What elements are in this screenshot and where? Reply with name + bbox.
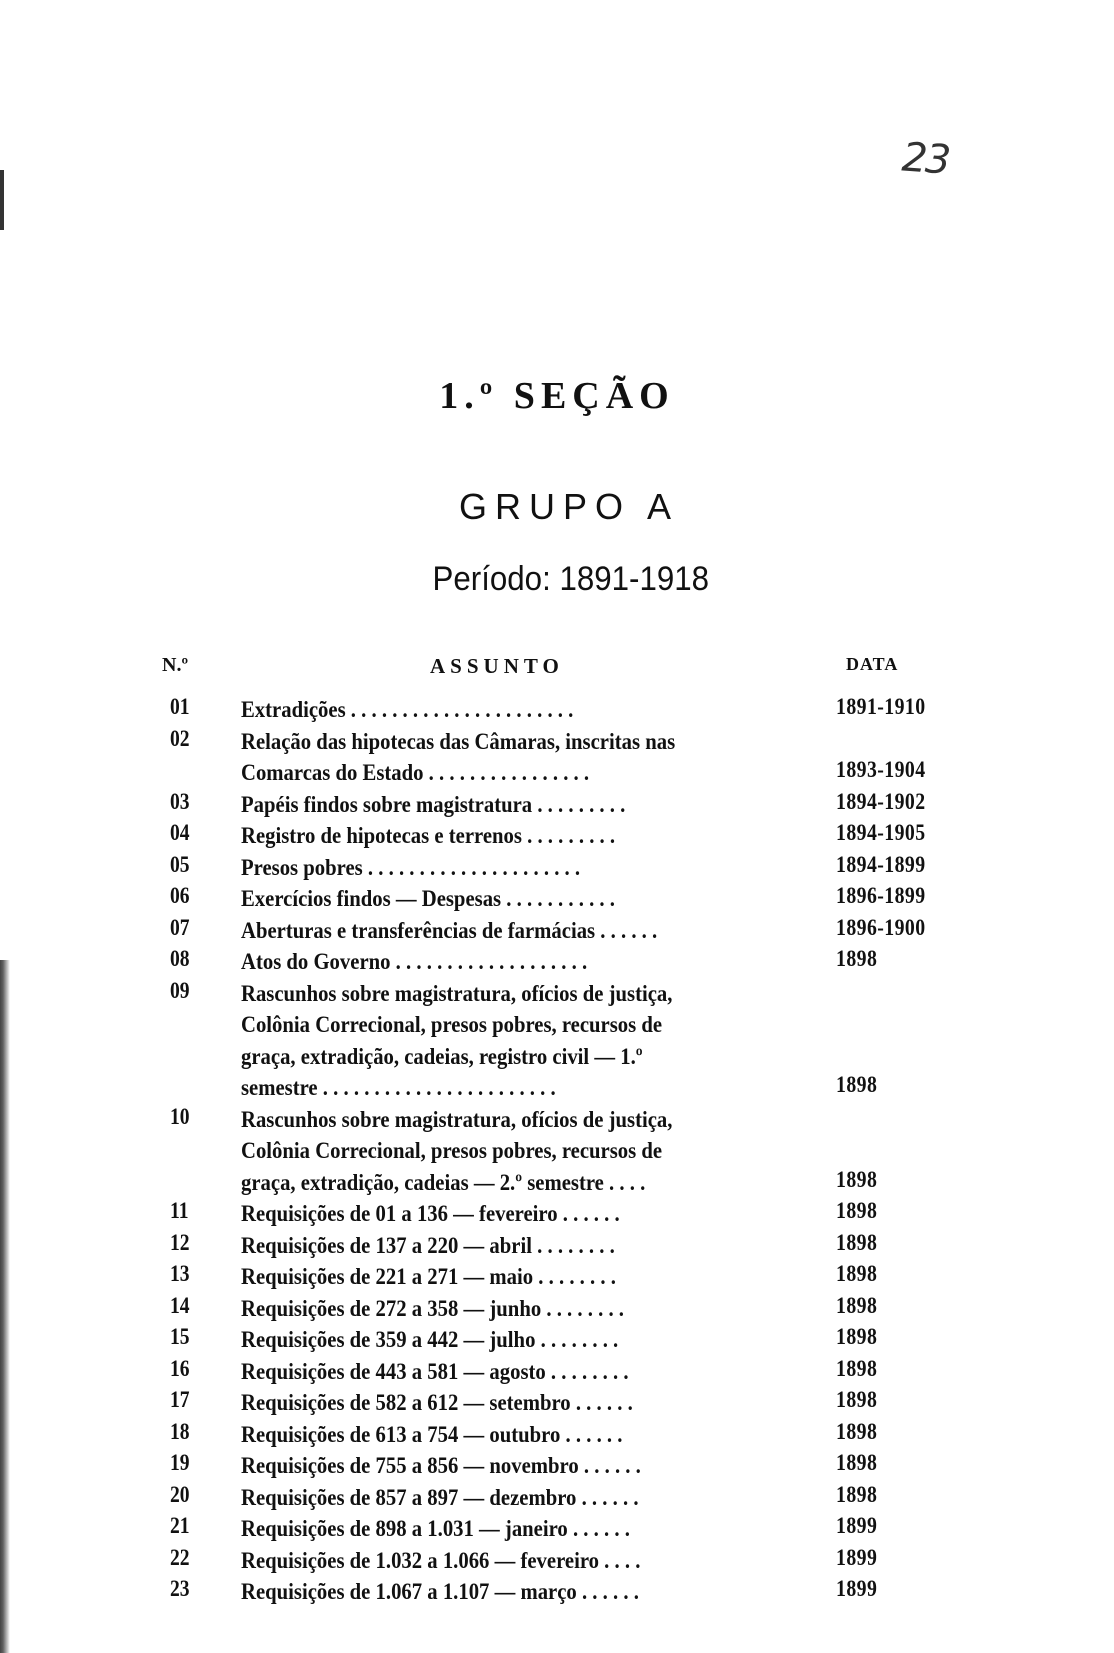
row-date: 1894-1899 xyxy=(836,851,926,877)
row-subject xyxy=(241,1261,745,1293)
row-subject xyxy=(241,1104,745,1199)
row-date: 1898 xyxy=(836,1355,878,1381)
row-number: 02 xyxy=(170,725,190,751)
row-subject-line: Rascunhos sobre magistratura, ofícios de justiça, xyxy=(241,980,673,1006)
row-number: 04 xyxy=(170,820,190,845)
row-number: 19 xyxy=(170,1450,190,1475)
row-number: 12 xyxy=(170,1229,190,1255)
row-date: 1896-1899 xyxy=(836,883,926,908)
row-subject-line: Requisições de 01 a 136 — fevereiro . . . . . . xyxy=(241,1201,620,1226)
page-edge-shadow xyxy=(0,960,10,1653)
row-date: 1898 xyxy=(836,1198,878,1223)
row-date: 1898 xyxy=(836,1481,878,1507)
row-number: 08 xyxy=(170,946,190,971)
row-subject xyxy=(241,883,745,915)
row-subject xyxy=(241,1513,745,1545)
row-subject xyxy=(241,820,745,852)
row-date: 1898 xyxy=(836,1324,878,1349)
row-date: 1898 xyxy=(836,1418,878,1444)
row-subject-line: Requisições de 755 a 856 — novembro . . . . . . xyxy=(241,1453,641,1478)
row-subject-line: Requisições de 359 a 442 — julho . . . . . . . . xyxy=(241,1327,619,1352)
row-number: 03 xyxy=(170,788,190,814)
row-subject-line: Requisições de 898 a 1.031 — janeiro . . . . . . xyxy=(241,1516,630,1541)
row-subject-line: Exercícios findos — Despesas . . . . . . . . . . . xyxy=(241,886,615,911)
row-date: 1898 xyxy=(836,946,878,971)
row-date: 1898 xyxy=(836,1450,878,1475)
row-number: 01 xyxy=(170,694,190,719)
row-subject-line: Colônia Correcional, presos pobres, recursos de xyxy=(241,1138,663,1163)
page-number: 23 xyxy=(900,134,951,184)
row-subject xyxy=(241,1356,745,1388)
row-subject-line: Extradições . . . . . . . . . . . . . . . . . . . . . . xyxy=(241,697,574,722)
row-number: 16 xyxy=(170,1355,190,1381)
row-subject xyxy=(241,1419,745,1451)
row-number: 06 xyxy=(170,883,190,908)
row-subject-line: Requisições de 857 a 897 — dezembro . . . . . . xyxy=(241,1484,639,1510)
row-subject-line: Presos pobres . . . . . . . . . . . . . . . . . . . . . xyxy=(241,854,581,880)
section-title: 1.º SEÇÃO xyxy=(439,375,675,417)
page-edge-shadow-top xyxy=(0,170,4,230)
row-subject xyxy=(241,852,745,884)
row-subject xyxy=(241,1198,745,1230)
row-subject xyxy=(241,1230,745,1262)
row-subject-line: Requisições de 137 a 220 — abril . . . . . . . . xyxy=(241,1232,615,1258)
row-number: 21 xyxy=(170,1513,190,1538)
row-subject-line: Papéis findos sobre magistratura . . . . . . . . . xyxy=(241,791,626,817)
row-number: 15 xyxy=(170,1324,190,1349)
row-date: 1898 xyxy=(836,1387,878,1412)
row-number: 18 xyxy=(170,1418,190,1444)
row-subject-line: Comarcas do Estado . . . . . . . . . . . . . . . . xyxy=(241,760,590,785)
row-subject-line: Requisições de 272 a 358 — junho . . . . . . . . xyxy=(241,1295,624,1321)
row-subject-line: Requisições de 613 a 754 — outubro . . . . . . xyxy=(241,1421,623,1447)
row-subject xyxy=(241,1450,745,1482)
row-date: 1894-1902 xyxy=(836,788,926,814)
row-number: 22 xyxy=(170,1544,190,1570)
row-subject xyxy=(241,1545,745,1577)
row-subject xyxy=(241,915,745,947)
row-subject-line: Colônia Correcional, presos pobres, recursos de xyxy=(241,1012,663,1037)
row-subject xyxy=(241,1387,745,1419)
row-number: 20 xyxy=(170,1481,190,1507)
row-subject-line: Atos do Governo . . . . . . . . . . . . . . . . . . . xyxy=(241,949,588,974)
row-date: 1891-1910 xyxy=(836,694,926,719)
group-title: GRUPO A xyxy=(458,486,680,527)
row-date: 1896-1900 xyxy=(836,914,926,940)
row-subject xyxy=(241,946,745,978)
row-subject-line: Requisições de 443 a 581 — agosto . . . . . . . . xyxy=(241,1358,629,1384)
row-date: 1899 xyxy=(836,1513,878,1538)
row-number: 07 xyxy=(170,914,190,940)
row-number: 05 xyxy=(170,851,190,877)
row-subject-line: Requisições de 1.067 a 1.107 — março . . . . . . xyxy=(241,1579,639,1604)
row-number: 13 xyxy=(170,1261,190,1286)
row-date: 1893-1904 xyxy=(836,757,926,782)
row-subject-line: Registro de hipotecas e terrenos . . . . . . . . . xyxy=(241,823,616,848)
row-date: 1894-1905 xyxy=(836,820,926,845)
row-subject-line: Relação das hipotecas das Câmaras, inscritas nas xyxy=(241,728,676,754)
row-subject xyxy=(241,1324,745,1356)
row-date: 1898 xyxy=(836,1072,878,1097)
row-subject xyxy=(241,789,745,821)
row-subject-line: graça, extradição, cadeias, registro civil — 1.º xyxy=(241,1043,643,1069)
row-subject-line: Requisições de 1.032 a 1.066 — fevereiro . . . . xyxy=(241,1547,641,1573)
row-subject-line: Requisições de 582 a 612 — setembro . . . . . . xyxy=(241,1390,633,1415)
row-number: 14 xyxy=(170,1292,190,1318)
column-header-number: N.º xyxy=(162,654,189,676)
row-date: 1899 xyxy=(836,1544,878,1570)
row-subject xyxy=(241,1482,745,1514)
row-number: 11 xyxy=(170,1198,189,1223)
row-date: 1898 xyxy=(836,1166,878,1192)
row-date: 1898 xyxy=(836,1261,878,1286)
row-subject-line: Rascunhos sobre magistratura, ofícios de justiça, xyxy=(241,1106,673,1132)
row-subject xyxy=(241,978,745,1104)
row-subject-line: graça, extradição, cadeias — 2.º semestre . . . . xyxy=(241,1169,646,1195)
row-number: 10 xyxy=(170,1103,190,1129)
row-subject-line: Requisições de 221 a 271 — maio . . . . . . . . xyxy=(241,1264,616,1289)
row-subject xyxy=(241,694,745,726)
row-date: 1898 xyxy=(836,1292,878,1318)
column-header-date: DATA xyxy=(846,654,899,674)
row-date: 1899 xyxy=(836,1576,878,1601)
period-range: Período: 1891-1918 xyxy=(432,560,710,598)
column-header-subject: ASSUNTO xyxy=(430,654,564,678)
row-subject-line: Aberturas e transferências de farmácias . . . . . . xyxy=(241,917,658,943)
row-number: 17 xyxy=(170,1387,190,1412)
row-subject xyxy=(241,1293,745,1325)
row-date: 1898 xyxy=(836,1229,878,1255)
row-subject-line: semestre . . . . . . . . . . . . . . . . . . . . . . . xyxy=(241,1075,556,1100)
row-subject xyxy=(241,1576,745,1608)
row-subject xyxy=(241,726,745,789)
row-number: 23 xyxy=(170,1576,190,1601)
row-number: 09 xyxy=(170,977,190,1003)
